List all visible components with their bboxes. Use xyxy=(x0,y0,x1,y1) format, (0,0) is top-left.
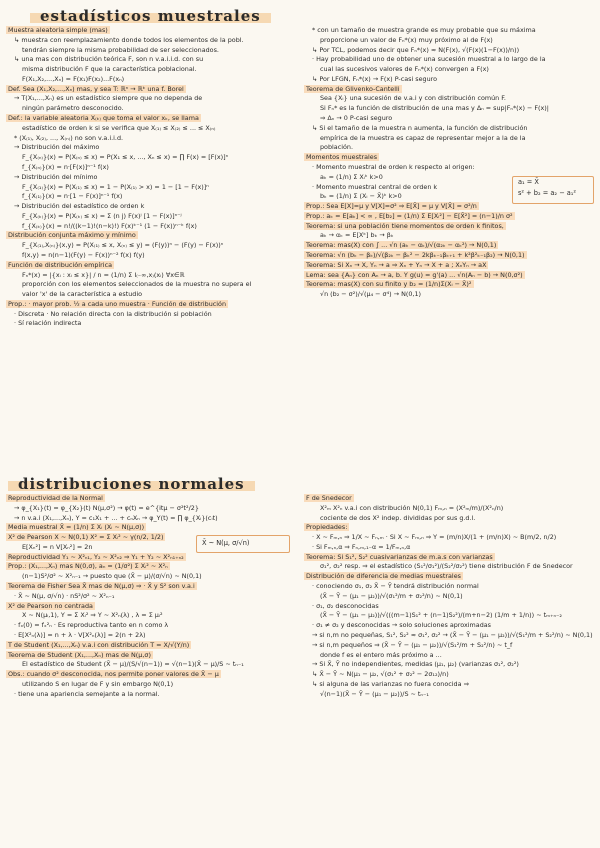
s1-left-heading: Def.: la variable aleatoria X₍ₖ₎ que toma el valor xₖ, se llama xyxy=(8,114,199,123)
section2-right-column xyxy=(304,494,594,699)
section2-title: distribuciones normales xyxy=(8,474,255,494)
s2-right-line: (X̄ − Ȳ − (μ₁ − μ₂))/√(((m−1)S₁² + (n−1)S₂²)/(m+n−2) (1/m + 1/n)) ~ tₘ₊ₙ₋₂ xyxy=(320,611,562,620)
s1-left-line xyxy=(6,231,296,240)
s1-right-line: bₖ = (1/n) Σ (Xᵢ − X̄)ᵏ k>0 xyxy=(320,192,402,201)
s2-left-line: El estadístico de Student (X̄ − μ)/(S/√(n−1)) = √(n−1)(X̄ − μ)/S ~ tₙ₋₁ xyxy=(22,660,244,669)
s1-right-line: aₖ → αₖ = E[Xᵏ] bₖ → βₖ xyxy=(320,231,394,240)
s1-left-line: ningún parámetro desconocido. xyxy=(22,104,124,113)
s1-right-heading: Teorema: si una población tiene momentos de orden k finitos, xyxy=(306,221,504,230)
s2-left-line: · E[X²ₙ(λ)] = n + λ · V[X²ₙ(λ)] = 2(n + 2λ) xyxy=(14,630,146,639)
s2-left-line: → φ_{X₁}(t) = φ_{X₂}(t) N(μ,σ²) → φ(t) = e^{itμ − σ²t²/2} xyxy=(14,503,199,512)
section1-left-column xyxy=(6,26,296,329)
s1-right-heading: Teorema de Glivenko-Cantelli xyxy=(306,84,400,93)
s2-left-line: · fₓ(0) = fₓ²ₙ · Es reproductiva tanto en n como λ xyxy=(14,621,169,630)
s2-right-line: ↳ si alguna de las varianzas no fuera conocida ⇒ xyxy=(312,679,469,688)
s2-right-heading: Teorema: Si S₁², S₂² cuasivarianzas de m.a.s con varianzas xyxy=(306,552,493,561)
s2-right-line: cociente de dos X² indep. divididas por sus g.d.l. xyxy=(320,513,476,522)
s1-right-heading: Teorema: mas(X) con ∫ ... √n (aₖ − αₖ)/√(α₂ₖ − αₖ²) → N(0,1) xyxy=(306,241,497,250)
s1-right-line xyxy=(304,241,594,250)
s1-right-line: aₖ = (1/n) Σ Xᵢᵏ k>0 xyxy=(320,172,383,181)
s1-right-line: * con un tamaño de muestra grande es muy probable que su máxima xyxy=(312,26,536,34)
s1-left-line: → Distribución del mínimo xyxy=(14,172,98,181)
s2-left-line xyxy=(6,494,296,503)
s2-left-line xyxy=(6,562,296,571)
s1-right-line xyxy=(304,153,594,162)
s1-left-line: valor 'x' de la característica a estudio xyxy=(22,290,143,299)
s1-left-line xyxy=(6,261,296,270)
s2-left-line xyxy=(6,553,296,562)
s2-left-heading: Prop.: (X₁,...,Xₙ) mas N(0,σ), aₙ = (1/σ²) Σ Xᵢ² ~ X²ₙ xyxy=(8,562,168,571)
s1-left-line: estadístico de orden k si se verifica que X₍₁₎ ≤ X₍₂₎ ≤ ... ≤ X₍ₙ₎ xyxy=(22,123,216,132)
s2-right-line: donde f es el entero más próximo a ... xyxy=(320,650,442,659)
s1-left-line: · Discreta · No relación directa con la distribución si población xyxy=(14,309,212,318)
s2-right-heading: Distribución de diferencia de medias muestrales xyxy=(306,572,461,581)
s2-left-heading: X² de Pearson X ~ N(0,1) X² = Σ Xᵢ² ~ γ(n/2, 1/2) xyxy=(8,533,164,542)
s2-left-line xyxy=(6,523,296,532)
s1-right-line: · Momento muestral de orden k respecto al origen: xyxy=(312,162,475,171)
s2-left-heading: Teorema de Fisher Sea X̄ mas de N(μ,σ) ⇒ · X̄ y S² son v.a.i xyxy=(8,582,195,591)
s1-left-line: f_{X₍ₖ₎}(x) = n!/((k−1)!(n−k)!) F(x)ᵏ⁻¹ (1 − F(x))ⁿ⁻ᵏ f(x) xyxy=(22,221,197,230)
s2-left-line xyxy=(6,670,296,679)
s2-right-line xyxy=(304,494,594,503)
s2-left-line: (n−1)S²/σ² ~ X²ₙ₋₁ → puesto que (X̄ − μ)/(σ/√n) ~ N(0,1) xyxy=(22,572,202,581)
s1-right-line: ⇒ Δₙ → 0 P-casi seguro xyxy=(320,114,393,123)
s1-left-line xyxy=(6,85,296,94)
s1-right-line: √n (b₂ − σ²)/√(μ₄ − σ⁴) → N(0,1) xyxy=(320,290,422,299)
s1-left-line: misma distribución F que la característica poblacional. xyxy=(22,65,197,74)
s1-left-line: f(x,y) = n(n−1)(F(y) − F(x))ⁿ⁻² f(x) f(y) xyxy=(22,250,145,259)
moments-box-line2: s² + b₂ = a₂ − a₁² xyxy=(518,189,577,197)
section1-title: estadísticos muestrales xyxy=(30,6,271,26)
s2-left-line: E[Xₙ²] = n V[Xₙ²] = 2n xyxy=(22,542,93,551)
s1-left-heading: Def. Sea (X₁,X₂,...,Xₙ) mas, y sea T: ℝⁿ → ℝᵏ una f. Borel xyxy=(8,84,184,93)
s2-right-line: → si n,m no pequeñas, S₁², S₂² ≈ σ₁², σ₂² → (X̄ − Ȳ − (μ₁ − μ₂))/√(S₁²/m + S₂²/n) ~ N(0,1) xyxy=(312,630,593,639)
s1-right-line: · Hay probabilidad uno de obtener una sucesión muestral a lo largo de la xyxy=(312,55,546,64)
s1-right-line: ↳ Por LFGN, Fₙ*(x) → F(x) P-casi seguro xyxy=(312,74,438,83)
s1-left-line: Fₙ*(x) = |{xᵢ : xᵢ ≤ x}| / n = (1/n) Σ I₍₋∞,x₎(xᵢ) ∀x∈ℝ xyxy=(22,270,185,279)
s1-right-line xyxy=(304,280,594,289)
s1-right-line: · Momento muestral central de orden k xyxy=(312,182,438,191)
s1-right-line xyxy=(304,251,594,260)
s2-right-heading: F de Snedecor xyxy=(306,494,352,502)
s2-right-line: → Si X̄, Ȳ no independientes, medidas (μ₁, μ₂) (varianzas σ₁², σ₂²) xyxy=(312,660,519,669)
s1-left-line: F_{X₍₁₎}(x) = P(X₍₁₎ ≤ x) = 1 − P(X₍₁₎ > x) = 1 − [1 − F(x)]ⁿ xyxy=(22,182,209,191)
s2-right-line: X²ₘ X²ₙ v.a.i con distribución N(0,1) Fₘ,ₙ = (X²ₘ/m)/(X²ₙ/n) xyxy=(320,503,504,512)
s2-left-heading: T de Student (X₁,...,Xₙ) v.a.i con distribución T = X/√(Y/n) xyxy=(8,640,190,649)
s1-left-heading: Distribución conjunta máximo y mínimo xyxy=(8,231,136,240)
s1-left-line: ↳ una mas con distribución teórica F, son n v.a.i.i.d. con su xyxy=(14,55,204,64)
s2-left-line: X ~ N(μᵢ,1), Y = Σ Xᵢ² ⇒ Y ~ X²ₙ(λ) , λ = Σ μᵢ² xyxy=(22,611,163,620)
s2-left-line xyxy=(6,582,296,591)
s1-left-line: proporción con los elementos seleccionados de la muestra no supera el xyxy=(22,280,252,289)
s2-left-heading: Reproductividad Y₁ ~ X²ₙ₁, Y₂ ~ X²ₙ₂ ⇒ Y₁ + Y₂ ~ X²ₙ₁₊ₙ₂ xyxy=(8,552,184,561)
s2-left-line: · tiene una apariencia semejante a la normal. xyxy=(14,689,160,698)
s1-right-line: empírica de la muestra es capaz de representar mejor a la de la xyxy=(320,133,526,142)
s1-left-line: → Distribución del estadístico de orden k xyxy=(14,202,145,211)
s2-right-line: ↳ X̄ − Ȳ ~ N(μ₁ − μ₂, √(σ₁² + σ₂² − 2σ₁₂)/n) xyxy=(312,670,449,679)
s1-left-line xyxy=(6,300,296,309)
s2-right-line: · σ₁ ≠ σ₂ y desconocidas → solo soluciones aproximadas xyxy=(312,621,491,630)
s1-right-line: ↳ Por TCL, podemos decir que Fₙ*(x) ≈ N(F(x), √(F(x)(1−F(x))/n)) xyxy=(312,45,520,54)
s2-right-line xyxy=(304,553,594,562)
s1-right-heading: Lema: sea {Aₙ} con Aₙ → a, b. Y g(u) = g'(a) ... √n(Aₙ − b) → N(0,σ²) xyxy=(306,270,523,279)
s2-right-line xyxy=(304,523,594,532)
s2-left-heading: X² de Pearson no centrada xyxy=(8,601,93,610)
s1-left-line: · Sí relación indirecta xyxy=(14,319,82,328)
s2-left-line: · X̄ ~ N(μ, σ/√n) · nS²/σ² ~ X²ₙ₋₁ xyxy=(14,591,115,600)
s2-right-heading: Propiedades: xyxy=(306,523,348,532)
s2-left-line xyxy=(6,641,296,650)
s2-left-line: → n v.a.i (X₁,...,Xₙ), Y = c₁X₁ + ... + cₙXₙ → φ_Y(t) = ∏ φ_{Xᵢ}(cᵢt) xyxy=(14,513,218,522)
s2-left-heading: Media muestral X̄ = (1/n) Σ Xᵢ (Xᵢ ~ N(μ,σ)) xyxy=(8,523,145,532)
fisher-box-text: X̄ ~ N(μ, σ/√n) xyxy=(202,539,250,547)
s2-right-line: · X ~ Fₘ,ₙ ⇒ 1/X ~ Fₙ,ₘ · Si X ~ Fₘ,ₙ ⇒ Y = (m/n)X/(1 + (m/n)X) ~ B(m/2, n/2) xyxy=(312,533,557,542)
s1-left-line: f_{X₍ₙ₎}(x) = n·[F(x)]ⁿ⁻¹ f(x) xyxy=(22,162,109,171)
s2-left-heading: Reproductividad de la Normal xyxy=(8,494,103,502)
s1-right-heading: Teorema: √n (bₖ − βₖ)/√(β₂ₖ − βₖ² − 2kβₖ₋₁βₖ₊₁ + k²β²ₖ₋₁β₂) → N(0,1) xyxy=(306,250,525,259)
s1-left-line: → T(X₁,...,Xₙ) es un estadístico siempre que no dependa de xyxy=(14,94,203,103)
s1-left-line: → Distribución del máximo xyxy=(14,143,100,152)
s1-left-line: * (X₍₁₎, X₍₂₎, ..., X₍ₙ₎) no son v.a.i.i.d. xyxy=(14,133,124,142)
s1-right-line: proporcione un valor de Fₙ*(x) muy próximo al de F(x) xyxy=(320,35,493,44)
s1-right-line xyxy=(304,261,594,270)
s1-right-heading: Teorema: mas(X) con su finito y b₂ = (1/n)Σ(Xᵢ − X̄)² xyxy=(306,280,472,289)
section1-right-column xyxy=(304,26,594,300)
s1-left-line: tendrán siempre la misma probabilidad de ser seleccionados. xyxy=(22,45,219,54)
s2-left-line xyxy=(6,651,296,660)
s1-right-line: ↳ Si el tamaño de la muestra n aumenta, la función de distribución xyxy=(312,123,528,132)
s2-right-line: (X̄ − Ȳ − (μ₁ − μ₂))/√(σ₁²/m + σ₂²/n) ~ N(0,1) xyxy=(320,591,463,600)
s1-right-heading: Prop.: aₖ = E[aₖ] < ∞ , E[b₂] = (1/n) Σ E[Xᵢ²] − E[X̄²] = (n−1)/n σ² xyxy=(306,211,513,220)
s2-right-line: → si n,m pequeños ⇒ (X̄ − Ȳ − (μ₁ − μ₂))/√(S₁²/m + S₂²/n) ~ t_f xyxy=(312,640,513,649)
s1-right-heading: Momentos muestrales xyxy=(306,153,378,162)
s1-left-line xyxy=(6,114,296,123)
s1-left-line: ↳ muestra con reemplazamiento donde todos los elementos de la pobl. xyxy=(14,35,244,44)
s1-right-line: cual las sucesivos valores de Fₙ*(x) convergen a F(x) xyxy=(320,65,489,74)
s1-left-line: F_{X₍ₖ₎}(x) = P(X₍ₖ₎ ≤ x) = Σ (n j) F(x)ʲ [1 − F(x)]ⁿ⁻ʲ xyxy=(22,211,182,220)
s1-right-line xyxy=(304,212,594,221)
s2-right-line: · σ₁, σ₂ desconocidas xyxy=(312,601,379,610)
s1-left-line xyxy=(6,26,296,35)
s2-left-heading: Obs.: cuando σ² desconocida, nos permite poner valores de X̄ − μ xyxy=(8,670,219,679)
s1-right-line: Sea {Xᵢ} una sucesión de v.a.i y con distribución común F. xyxy=(320,94,506,103)
s1-left-line: f_{X₍₁₎}(x) = n·[1 − F(x)]ⁿ⁻¹ f(x) xyxy=(22,192,123,201)
s1-left-heading: Muestra aleatoria simple (mas) xyxy=(8,26,108,34)
s2-left-heading: Teorema de Student (X₁,...,Xₙ) mas de N(μ,σ) xyxy=(8,650,151,659)
s2-right-line: σ₁², σ₂² resp. ⇒ el estadístico (S₁²/σ₁²)/(S₂²/σ₂²) tiene distribución F de Snedecor xyxy=(320,562,573,571)
s1-right-heading: Teorema: Si Xₙ → X, Yₙ → a ⇒ Xₙ + Yₙ → X + a ; XₙYₙ → aX xyxy=(306,260,487,269)
s2-right-line: · Si Fₘ,ₙ,α ⇒ Fₙ,ₘ,₁₋α = 1/Fₘ,ₙ,α xyxy=(312,542,411,551)
s1-right-heading: Prop.: Sea E[X]=μ y V[X]=σ² ⇒ E[X̄] = μ y V[X̄] = σ²/n xyxy=(306,202,477,211)
s2-right-line: · conociendo σ₁, σ₂ X̄ − Ȳ tendrá distribución normal xyxy=(312,582,479,591)
s1-right-line: población. xyxy=(320,143,353,152)
s1-left-heading: Función de distribución empírica xyxy=(8,260,113,269)
s1-left-heading: Prop.: · mayor prob. ½ a cada uno muestra · Función de distribución xyxy=(8,299,227,308)
s1-right-line xyxy=(304,85,594,94)
s1-left-line: F_{X₍₁₎,X₍ₙ₎}(x,y) = P(X₍₁₎ ≤ x, X₍ₙ₎ ≤ y) = (F(y))ⁿ − (F(y) − F(x))ⁿ xyxy=(22,241,224,250)
section2-left-column xyxy=(6,494,296,699)
s1-left-line: F_{X₍ₙ₎}(x) = P(X₍ₙ₎ ≤ x) = P(X₁ ≤ x, ..., Xₙ ≤ x) = ∏ F(x) = [F(x)]ⁿ xyxy=(22,153,229,162)
s1-right-line: Si Fₙ* es la función de distribución de una mas y Δₙ = sup|Fₙ*(x) − F(x)| xyxy=(320,104,549,113)
s1-right-line xyxy=(304,222,594,231)
moments-box-line1: a₁ = X̄ xyxy=(518,178,539,186)
s2-right-line xyxy=(304,572,594,581)
s2-left-line xyxy=(6,602,296,611)
s1-right-line xyxy=(304,271,594,280)
s2-right-line: √(n−1)(X̄ − Ȳ − (μ₁ − μ₂))/S ~ tₙ₋₁ xyxy=(320,689,429,698)
s2-left-line: utilizando S en lugar de F y sin embargo N(0,1) xyxy=(22,679,174,688)
s1-left-line: F(X₁,X₂,...,Xₙ) = F(x₁)F(x₂)...F(xₙ) xyxy=(22,74,125,83)
